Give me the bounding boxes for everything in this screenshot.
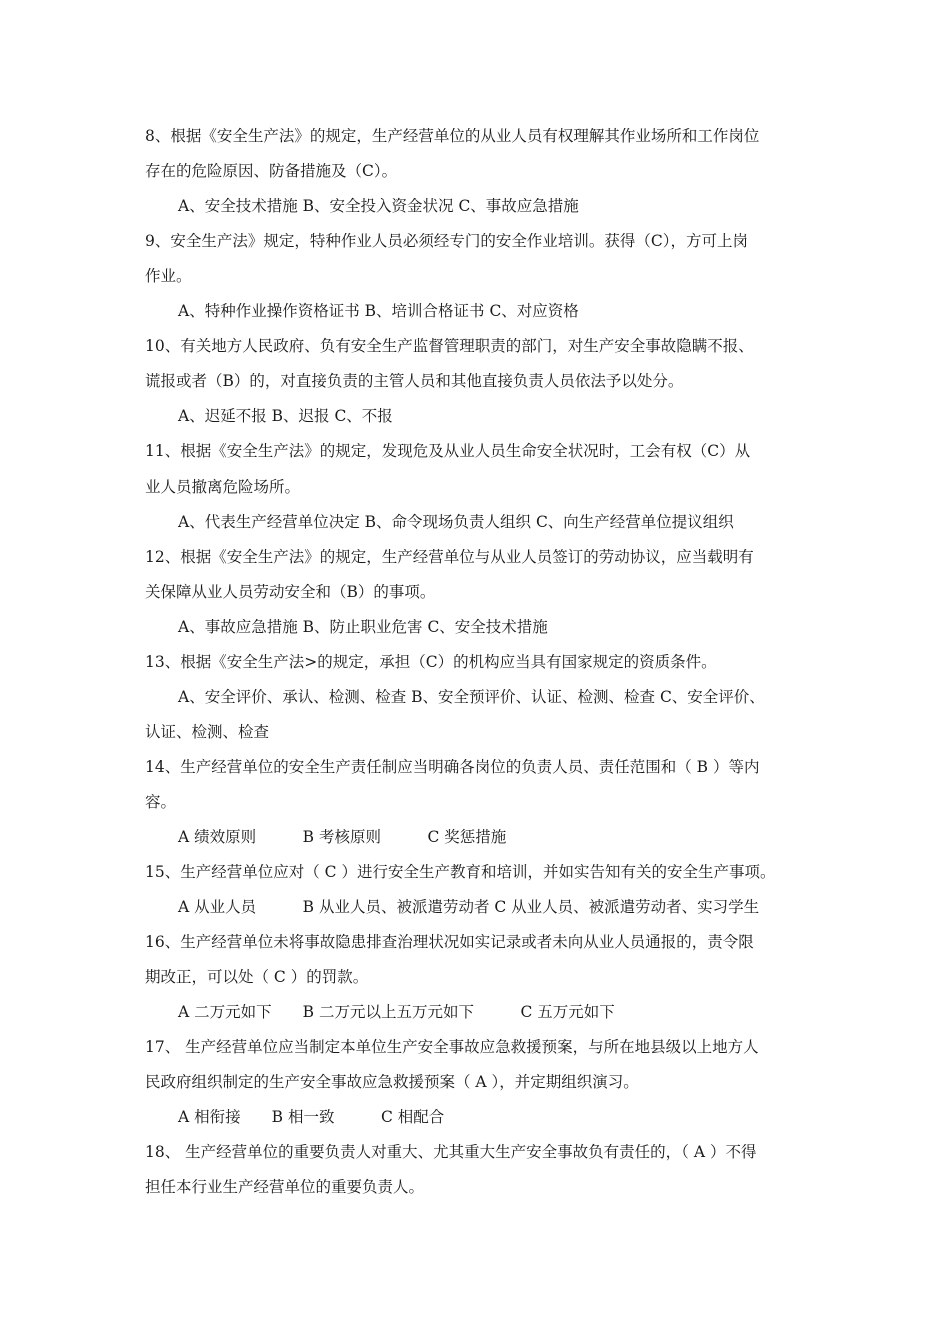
question-9-line-2: 作业。 [145,267,192,285]
question-14-line-2: 容。 [145,793,177,811]
question-8-options: A、安全技术措施 B、安全投入资金状况 C、事故应急措施 [178,197,579,215]
question-8-line-2: 存在的危险原因、防备措施及（C）。 [145,162,398,180]
question-17-options: A 相衔接 B 相一致 C 相配合 [178,1108,445,1126]
question-11-line-2: 业人员撤离危险场所。 [145,478,301,496]
question-10-options: A、迟延不报 B、迟报 C、不报 [178,407,393,425]
question-17-line-1: 17、 生产经营单位应当制定本单位生产安全事故应急救援预案，与所在地县级以上地方人 [145,1038,759,1056]
question-9-options: A、特种作业操作资格证书 B、培训合格证书 C、对应资格 [178,302,579,320]
question-16-line-2: 期改正，可以处（ C ）的罚款。 [145,968,369,986]
question-11-options: A、代表生产经营单位决定 B、命令现场负责人组织 C、向生产经营单位提议组织 [178,513,734,531]
question-13-line-1: 13、根据《安全生产法>的规定，承担（C）的机构应当具有国家规定的资质条件。 [145,653,717,671]
question-18-line-2: 担任本行业生产经营单位的重要负责人。 [145,1178,425,1196]
question-12-options: A、事故应急措施 B、防止职业危害 C、安全技术措施 [178,618,548,636]
question-17-line-2: 民政府组织制定的生产安全事故应急救援预案（ A ），并定期组织演习。 [145,1073,639,1091]
question-12-line-1: 12、根据《安全生产法》的规定，生产经营单位与从业人员签订的劳动协议，应当载明有 [145,548,754,566]
question-14-options: A 绩效原则 B 考核原则 C 奖惩措施 [178,828,507,846]
question-13-options: A、安全评价、承认、检测、检查 B、安全预评价、认证、检测、检查 C、安全评价、 [178,688,765,706]
question-15-line-1: 15、生产经营单位应对（ C ）进行安全生产教育和培训，并如实告知有关的安全生产事项。 [145,863,776,881]
question-15-options: A 从业人员 B 从业人员、被派遣劳动者 C 从业人员、被派遣劳动者、实习学生 [178,898,760,916]
question-18-line-1: 18、 生产经营单位的重要负责人对重大、尤其重大生产安全事故负有责任的，（ A ）不得 [145,1143,757,1161]
question-9-line-1: 9、安全生产法》规定，特种作业人员必须经专门的安全作业培训。获得（C），方可上岗 [145,232,748,250]
question-14-line-1: 14、生产经营单位的安全生产责任制应当明确各岗位的负责人员、责任范围和（ B ）等内 [145,758,760,776]
question-11-line-1: 11、根据《安全生产法》的规定，发现危及从业人员生命安全状况时，工会有权（C）从 [145,442,751,460]
question-10-line-1: 10、有关地方人民政府、负有安全生产监督管理职责的部门，对生产安全事故隐瞒不报、 [145,337,754,355]
question-10-line-2: 谎报或者（B）的，对直接负责的主管人员和其他直接负责人员依法予以处分。 [145,372,684,390]
question-8-line-1: 8、根据《安全生产法》的规定，生产经营单位的从业人员有权理解其作业场所和工作岗位 [145,127,760,145]
question-16-options: A 二万元如下 B 二万元以上五万元如下 C 五万元如下 [178,1003,615,1021]
question-13-options-cont: 认证、检测、检查 [145,723,270,741]
question-12-line-2: 关保障从业人员劳动安全和（B）的事项。 [145,583,436,601]
question-16-line-1: 16、生产经营单位未将事故隐患排查治理状况如实记录或者未向从业人员通报的，责令限 [145,933,754,951]
